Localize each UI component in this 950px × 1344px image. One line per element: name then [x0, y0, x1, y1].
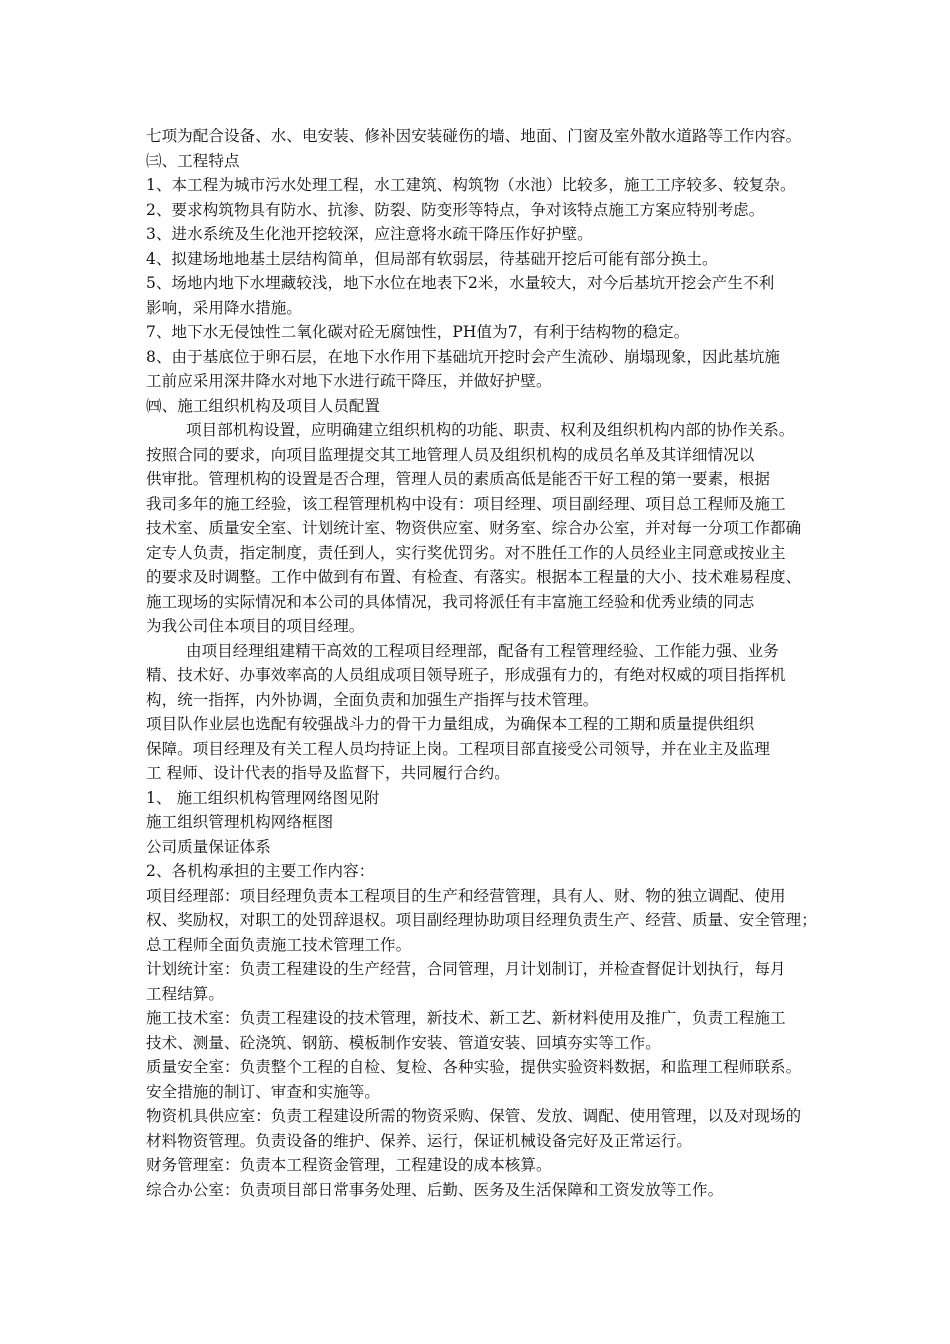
text-line: 施工现场的实际情况和本公司的具体情况，我司将派任有丰富施工经验和优秀业绩的同志	[146, 592, 755, 611]
text-line: 精、技术好、办事效率高的人员组成项目领导班子，形成强有力的，有绝对权威的项目指挥机	[146, 666, 786, 684]
text-line: 我司多年的施工经验，该工程管理机构中设有：项目经理、项目副经理、项目总工程师及施工	[146, 494, 786, 513]
document-page	[146, 124, 818, 1202]
text-line: 工前应采用深井降水对地下水进行疏干降压，并做好护壁。	[146, 372, 552, 390]
text-line: 定专人负责，指定制度，责任到人，实行奖优罚劣。对不胜任工作的人员经业主同意或按业主	[146, 543, 786, 562]
text-line: ㈢、工程特点	[146, 151, 240, 170]
text-line: 项目经理部：项目经理负责本工程项目的生产和经营管理，具有人、财、物的独立调配、使用	[146, 886, 786, 905]
text-line: 供审批。管理机构的设置是否合理，管理人员的素质高低是能否干好工程的第一要素，根据	[146, 470, 771, 488]
text-line: 2、要求构筑物具有防水、抗渗、防裂、防变形等特点，争对该特点施工方案应特别考虑。	[146, 200, 765, 219]
text-line: 3、进水系统及生化池开挖较深，应注意将水疏干降压作好护壁。	[146, 225, 593, 243]
text-line: ㈣、施工组织机构及项目人员配置	[146, 396, 381, 415]
text-line: 由项目经理组建精干高效的工程项目经理部，配备有工程管理经验、工作能力强、业务	[186, 641, 779, 660]
text-line: 1、 施工组织机构管理网络图见附	[146, 788, 380, 807]
text-line: 保障。项目经理及有关工程人员均持证上岗。工程项目部直接受公司领导，并在业主及监理	[146, 739, 771, 758]
text-line: 七项为配合设备、水、电安装、修补因安装碰伤的墙、地面、门窗及室外散水道路等工作内容。	[146, 127, 802, 145]
text-line: 为我公司住本项目的项目经理。	[146, 617, 365, 635]
text-line: 财务管理室：负责本工程资金管理，工程建设的成本核算。	[146, 1156, 552, 1174]
text-line: 2、各机构承担的主要工作内容：	[146, 862, 375, 880]
text-line: 构，统一指挥，内外协调，全面负责和加强生产指挥与技术管理。	[146, 690, 599, 709]
text-line: 技术室、质量安全室、计划统计室、物资供应室、财务室、综合办公室，并对每一分项工作都确	[146, 519, 802, 537]
text-line: 技术、测量、砼浇筑、钢筋、模板制作安装、管道安装、回填夯实等工作。	[146, 1033, 661, 1052]
text-line: 施工技术室：负责工程建设的技术管理，新技术、新工艺、新材料使用及推广，负责工程施工	[146, 1009, 786, 1027]
text-line: 权、奖励权，对职工的处罚辞退权。项目副经理协助项目经理负责生产、经营、质量、安全管理；	[146, 911, 817, 929]
text-line: 工 程师、设计代表的指导及监督下，共同履行合约。	[146, 764, 510, 782]
text-line: 4、拟建场地地基土层结构简单，但局部有软弱层，待基础开挖后可能有部分换土。	[146, 249, 718, 268]
text-line: 施工组织管理机构网络框图	[146, 813, 334, 831]
text-line: 影响，采用降水措施。	[146, 298, 303, 317]
text-line: 项目部机构设置，应明确建立组织机构的功能、职责、权利及组织机构内部的协作关系。	[186, 421, 795, 439]
text-line: 物资机具供应室：负责工程建设所需的物资采购、保管、发放、调配、使用管理，以及对现场的	[146, 1107, 802, 1125]
text-line: 的要求及时调整。工作中做到有布置、有检查、有落实。根据本工程量的大小、技术难易程度、	[146, 568, 802, 586]
text-line: 总工程师全面负责施工技术管理工作。	[146, 935, 412, 954]
text-line: 8、由于基底位于卵石层，在地下水作用下基础坑开挖时会产生流砂、崩塌现象，因此基坑施	[146, 347, 780, 366]
text-line: 项目队作业层也选配有较强战斗力的骨干力量组成，为确保本工程的工期和质量提供组织	[146, 715, 755, 733]
text-line: 材料物资管理。负责设备的维护、保养、运行，保证机械设备完好及正常运行。	[146, 1131, 693, 1150]
text-line: 7、地下水无侵蚀性二氧化碳对砼无腐蚀性，PH值为7，有利于结构物的稳定。	[146, 323, 690, 341]
text-line: 1、本工程为城市污水处理工程，水工建筑、构筑物（水池）比较多，施工工序较多、较复杂。	[146, 176, 796, 194]
text-line: 工程结算。	[146, 984, 225, 1003]
text-line: 计划统计室：负责工程建设的生产经营，合同管理，月计划制订，并检查督促计划执行，每月	[146, 960, 786, 978]
text-line: 公司质量保证体系	[146, 837, 271, 856]
text-line: 质量安全室：负责整个工程的自检、复检、各种实验，提供实验资料数据，和监理工程师联系。	[146, 1058, 802, 1076]
text-line: 5、场地内地下水埋藏较浅，地下水位在地表下2米，水量较大，对今后基坑开挖会产生不利	[146, 274, 775, 292]
text-line: 综合办公室：负责项目部日常事务处理、后勤、医务及生活保障和工资发放等工作。	[146, 1180, 724, 1199]
text-line: 按照合同的要求，向项目监理提交其工地管理人员及组织机构的成员名单及其详细情况以	[146, 445, 755, 464]
text-line: 安全措施的制订、审查和实施等。	[146, 1082, 381, 1101]
